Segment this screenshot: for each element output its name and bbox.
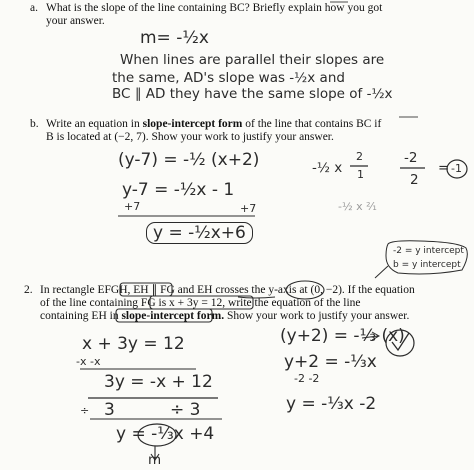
part-b-final-answer: y = -½x+6 (146, 222, 253, 244)
q2-work-divisor-right: ÷ 3 (170, 400, 201, 420)
q2-line1: In rectangle EFGH, EH ∥ FG and EH crosses the y-axis at (0, −2). If the equation (40, 284, 415, 296)
q2-work-slope-m: m (148, 452, 162, 468)
part-a-explanation-line3: BC ∥ AD they have the same slope of -½x (112, 86, 393, 102)
part-b-question-line2: B is located at (−2, 7). Show your work to justify your answer. (46, 131, 334, 143)
q2-right-step2-sub: -2 -2 (294, 372, 320, 385)
part-a-question-line2: your answer. (46, 15, 105, 27)
q2-line3: containing EH in slope-intercept form. Show your work to justify your answer. (40, 310, 410, 322)
part-b-label: b. (30, 118, 39, 130)
part-a-label: a. (30, 2, 38, 14)
part-a-explanation-line2: the same, AD's slope was -½x and (112, 70, 345, 86)
q2-right-step2: y+2 = -⅓x (284, 352, 377, 372)
part-b-side-calc: -½ x (312, 160, 343, 176)
part-b-note-b-intercept: b = y intercept (393, 260, 461, 270)
q2-right-step3: y = -⅓x -2 (286, 394, 377, 414)
part-b-frac1-num: 2 (356, 150, 363, 163)
q2-work-step1-sub: -x -x (76, 355, 101, 368)
part-b-frac2-num: -2 (404, 150, 418, 166)
part-a-explanation-line1: When lines are parallel their slopes are (120, 52, 385, 68)
q2-work-divisor-left: 3 (104, 400, 115, 420)
part-a-question-line1: What is the slope of the line containing BC? Briefly explain how you got (46, 2, 383, 14)
part-b-step2: y-7 = -½x - 1 (122, 180, 235, 200)
part-b-step1: (y-7) = -½ (x+2) (118, 150, 260, 170)
q2-line2: of the line containing FG is x + 3y = 12, write the equation of the line (40, 297, 361, 309)
part-b-step2-add-right: +7 (240, 202, 257, 215)
q2-work-step1: x + 3y = 12 (82, 334, 185, 354)
q2-work-step4: y = -⅓x +4 (116, 424, 215, 444)
q2-work-divide-sign: ÷ (80, 404, 90, 417)
part-a-slope-answer: m= -½x (140, 28, 209, 48)
part-b-question-line1: Write an equation in slope-intercept form of the line that contains BC if (46, 118, 382, 130)
q2-work-step2: 3y = -x + 12 (104, 372, 213, 392)
q2-right-step1: (y+2) = -⅓ (x) (280, 326, 405, 346)
part-b-faint-scratch: -½ x ²⁄₁ (338, 200, 377, 213)
part-b-frac2-den: 2 (410, 172, 419, 188)
part-b-frac1-den: 1 (357, 168, 364, 181)
part-b-step2-add-left: +7 (124, 200, 141, 213)
q2-label: 2. (24, 284, 33, 296)
part-b-side-equals: = (438, 160, 450, 176)
part-b-note-y-intercept: -2 = y intercept (393, 246, 464, 256)
part-b-side-result: -1 (451, 162, 462, 175)
